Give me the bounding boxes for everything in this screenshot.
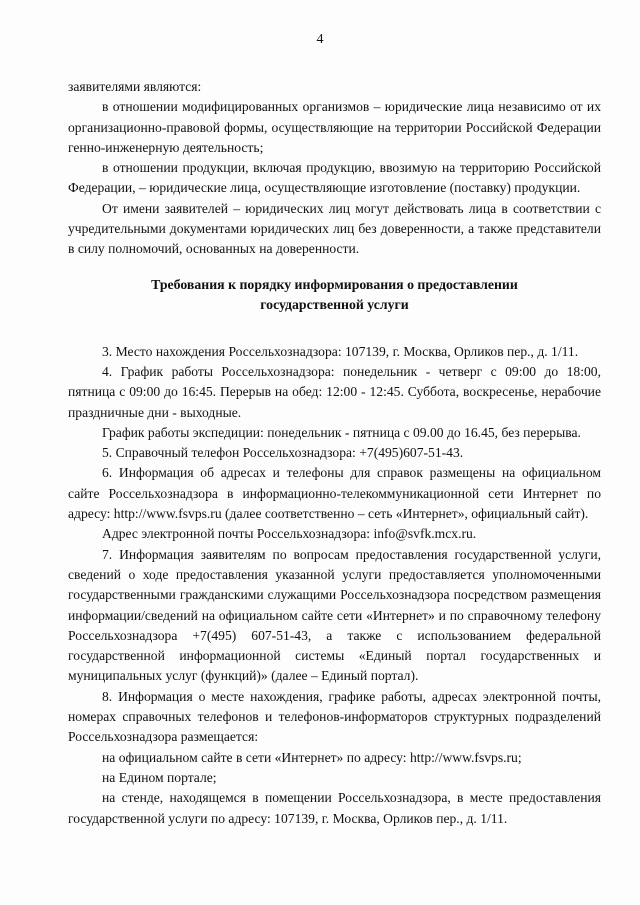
intro-paragraph: в отношении модифицированных организмов – юридические лица независимо от их организационно-правовой формы, осуществляющие на территории Российской Федерации генно-инженерную деятельность; (68, 99, 601, 155)
body-paragraph: 8. Информация о месте нахождения, графике работы, адресах электронной почты, номерах справочных телефонов и телефонов-информаторов структурных подразделений Россельхознадзора размещается: (68, 688, 601, 745)
body-paragraph: 5. Справочный телефон Россельхознадзора: +7(495)607-51-43. (102, 445, 464, 461)
intro-paragraph: в отношении продукции, включая продукцию, ввозимую на территорию Российской Федерации, – юридические лица, осуществляющие изготовление (поставку) продукции. (68, 160, 601, 196)
document-body (68, 77, 601, 829)
body-paragraph: График работы экспедиции: понедельник - пятница с 09.00 до 16.45, без перерыва. (102, 424, 581, 440)
page-number: 4 (316, 32, 324, 47)
body-paragraph: 6. Информация об адресах и телефоны для справок размещены на официальном сайте Россельхознадзора в информационно-телекоммуникационной сети Интернет по адресу: http://www.fsvps.ru (далее соответственно – сеть «Интернет», официальный сайт). (68, 465, 601, 522)
intro-paragraph: От имени заявителей – юридических лиц могут действовать лица в соответствии с учредительными документами юридических лиц без доверенности, а также представители в силу полномочий, основанных на доверенности. (68, 200, 601, 257)
section-heading-line: государственной услуги (260, 296, 409, 312)
body-paragraph: 7. Информация заявителям по вопросам предоставления государственной услуги, сведений о ходе предоставления указанной услуги предоставляется уполномоченными государственными гражданскими служащими Россельхознадзора посредством размещения информации/сведений на официальном сайте сети «Интернет» и по справочному телефону Россельхознадзора +7(495) 607-51-43, а также с использованием федеральной государственной информационной системы «Единый портал государственных и муниципальных услуг (функций)» (далее – Единый портал). (68, 546, 601, 684)
section-heading (68, 275, 601, 315)
section-heading-line: Требования к порядку информирования о предоставлении (151, 276, 518, 292)
body-paragraph: 4. График работы Россельхознадзора: понедельник - четверг с 09:00 до 18:00, пятница с 09:00 до 16:45. Перерыв на обед: 12:00 - 12:45. Суббота, воскресенье, нерабочие праздничные дни - выходные. (68, 363, 601, 420)
body-paragraph: на стенде, находящемся в помещении Россельхознадзора, в месте предоставления государственной услуги по адресу: 107139, г. Москва, Орликов пер., д. 1/11. (68, 790, 601, 826)
body-paragraph: на Едином портале; (102, 769, 217, 785)
body-paragraph: на официальном сайте в сети «Интернет» по адресу: http://www.fsvps.ru; (102, 749, 522, 765)
body-paragraph: Адрес электронной почты Россельхознадзора: info@svfk.mcx.ru. (102, 526, 477, 542)
body-paragraph: 3. Место нахождения Россельхознадзора: 107139, г. Москва, Орликов пер., д. 1/11. (102, 343, 579, 359)
intro-paragraph: заявителями являются: (68, 79, 202, 94)
